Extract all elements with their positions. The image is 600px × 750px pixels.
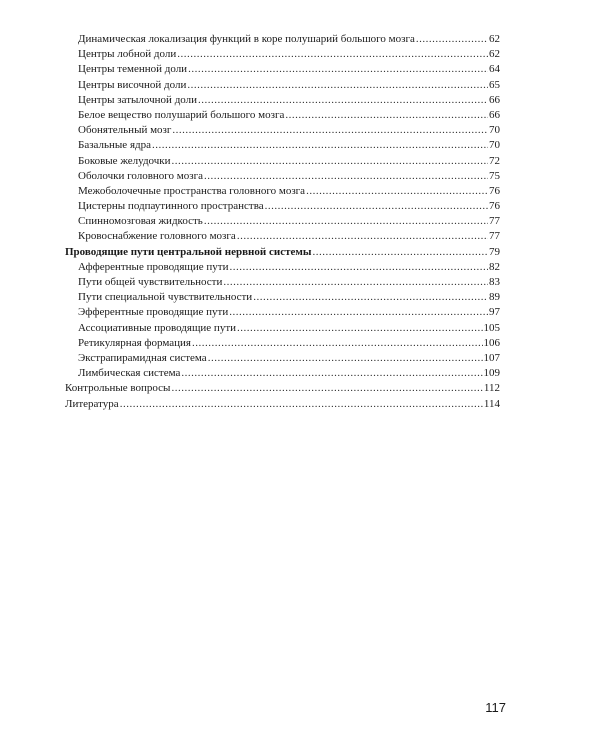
toc-entry-page: 62 bbox=[489, 33, 500, 45]
toc-entry[interactable] bbox=[78, 305, 500, 320]
toc-dot-leader bbox=[177, 47, 488, 62]
toc-entry[interactable] bbox=[78, 351, 500, 366]
toc-entry[interactable] bbox=[78, 275, 500, 290]
toc-entry-title: Эфферентные проводящие пути bbox=[78, 306, 229, 319]
toc-entry-title: Проводящие пути центральной нервной системы bbox=[65, 245, 312, 258]
toc-entry-page: 83 bbox=[489, 276, 500, 288]
toc-dot-leader bbox=[171, 381, 482, 396]
toc-entry[interactable] bbox=[78, 154, 500, 169]
toc-entry[interactable] bbox=[78, 229, 500, 244]
toc-entry-title: Спинномозговая жидкость bbox=[78, 215, 203, 228]
toc-entry-page: 107 bbox=[483, 351, 500, 364]
toc-entry-title: Экстрапирамидная система bbox=[78, 351, 207, 364]
toc-dot-leader bbox=[265, 199, 488, 214]
toc-entry-page: 62 bbox=[489, 48, 500, 61]
toc-dot-leader bbox=[187, 78, 488, 93]
toc-entry-title: Центры затылочной доли bbox=[78, 93, 198, 106]
toc-entry-page: 97 bbox=[489, 306, 500, 319]
toc-entry[interactable] bbox=[65, 397, 500, 412]
toc-entry[interactable] bbox=[78, 32, 500, 47]
toc-entry-title: Пути общей чувствительности bbox=[78, 276, 223, 288]
toc-entry[interactable] bbox=[65, 381, 500, 396]
page-number: 117 bbox=[485, 700, 506, 715]
toc-dot-leader bbox=[229, 305, 488, 320]
toc-section-heading[interactable] bbox=[65, 245, 500, 260]
toc-entry-page: 70 bbox=[489, 139, 500, 152]
toc-entry-title: Боковые желудочки bbox=[78, 154, 171, 167]
toc-entry-page: 66 bbox=[489, 108, 500, 121]
toc-dot-leader bbox=[237, 321, 482, 336]
toc-dot-leader bbox=[253, 290, 488, 305]
toc-entry[interactable] bbox=[78, 47, 500, 62]
toc-dot-leader bbox=[188, 62, 488, 77]
toc-entry[interactable] bbox=[78, 321, 500, 336]
toc-entry-page: 105 bbox=[483, 321, 500, 334]
toc-dot-leader bbox=[416, 32, 488, 47]
toc-entry-title: Лимбическая система bbox=[78, 367, 181, 380]
toc-dot-leader bbox=[312, 245, 488, 260]
toc-dot-leader bbox=[204, 214, 488, 229]
toc-entry[interactable] bbox=[78, 62, 500, 77]
toc-entry-page: 82 bbox=[489, 260, 500, 273]
toc-entry-page: 79 bbox=[489, 245, 500, 258]
toc-dot-leader bbox=[181, 366, 482, 381]
toc-entry-title: Ретикулярная формация bbox=[78, 336, 191, 349]
toc-entry-page: 76 bbox=[489, 200, 500, 213]
toc-entry-title: Оболочки головного мозга bbox=[78, 169, 203, 182]
table-of-contents bbox=[0, 32, 600, 412]
toc-entry-page: 64 bbox=[489, 63, 500, 76]
toc-entry[interactable] bbox=[78, 336, 500, 351]
toc-entry-title: Афферентные проводящие пути bbox=[78, 260, 229, 273]
toc-entry[interactable] bbox=[78, 184, 500, 199]
toc-entry-page: 65 bbox=[489, 78, 500, 91]
toc-entry-page: 106 bbox=[483, 336, 500, 349]
toc-entry[interactable] bbox=[78, 169, 500, 184]
toc-dot-leader bbox=[285, 108, 488, 123]
toc-entry[interactable] bbox=[78, 108, 500, 123]
toc-entry-title: Центры лобной доли bbox=[78, 48, 177, 61]
toc-entry-title: Контрольные вопросы bbox=[65, 382, 171, 395]
toc-entry[interactable] bbox=[78, 366, 500, 381]
toc-entry-title: Базальные ядра bbox=[78, 139, 151, 152]
toc-entry-title: Обонятельный мозг bbox=[78, 124, 172, 137]
toc-entry[interactable] bbox=[78, 290, 500, 305]
toc-entry[interactable] bbox=[78, 199, 500, 214]
toc-entry-page: 70 bbox=[489, 124, 500, 137]
toc-entry-page: 77 bbox=[489, 230, 500, 243]
toc-dot-leader bbox=[120, 397, 483, 412]
toc-entry-title: Цистерны подпаутинного пространства bbox=[78, 200, 264, 213]
toc-entry-title: Белое вещество полушарий большого мозга bbox=[78, 108, 285, 121]
toc-dot-leader bbox=[198, 93, 488, 108]
toc-entry-page: 114 bbox=[483, 397, 500, 410]
toc-dot-leader bbox=[204, 169, 488, 184]
toc-entry-page: 72 bbox=[489, 154, 500, 167]
toc-entry[interactable] bbox=[78, 123, 500, 138]
toc-dot-leader bbox=[230, 260, 489, 275]
toc-entry[interactable] bbox=[78, 78, 500, 93]
toc-entry-page: 77 bbox=[489, 215, 500, 228]
toc-dot-leader bbox=[192, 336, 483, 351]
toc-entry-title: Динамическая локализация функций в коре полушарий большого мозга bbox=[78, 33, 415, 45]
toc-entry-page: 109 bbox=[483, 367, 500, 380]
toc-entry-page: 112 bbox=[483, 382, 500, 395]
toc-entry-title: Центры височной доли bbox=[78, 78, 187, 91]
toc-dot-leader bbox=[172, 123, 488, 138]
toc-entry[interactable] bbox=[78, 260, 500, 275]
toc-dot-leader bbox=[306, 184, 488, 199]
toc-dot-leader bbox=[152, 138, 488, 153]
toc-entry-title: Межоболочечные пространства головного мозга bbox=[78, 184, 306, 197]
toc-entry[interactable] bbox=[78, 93, 500, 108]
toc-dot-leader bbox=[208, 351, 483, 366]
toc-entry-page: 66 bbox=[489, 93, 500, 106]
toc-entry-title: Центры теменной доли bbox=[78, 63, 188, 76]
toc-entry-title: Пути специальной чувствительности bbox=[78, 291, 253, 304]
toc-entry-page: 76 bbox=[489, 184, 500, 197]
toc-entry[interactable] bbox=[78, 214, 500, 229]
toc-entry[interactable] bbox=[78, 138, 500, 153]
toc-entry-title: Кровоснабжение головного мозга bbox=[78, 230, 236, 243]
toc-dot-leader bbox=[223, 275, 488, 290]
toc-entry-title: Ассоциативные проводящие пути bbox=[78, 321, 237, 334]
toc-entry-title: Литература bbox=[65, 397, 119, 410]
toc-entry-page: 89 bbox=[489, 291, 500, 304]
toc-entry-page: 75 bbox=[489, 169, 500, 182]
toc-dot-leader bbox=[237, 229, 488, 244]
toc-dot-leader bbox=[172, 154, 488, 169]
